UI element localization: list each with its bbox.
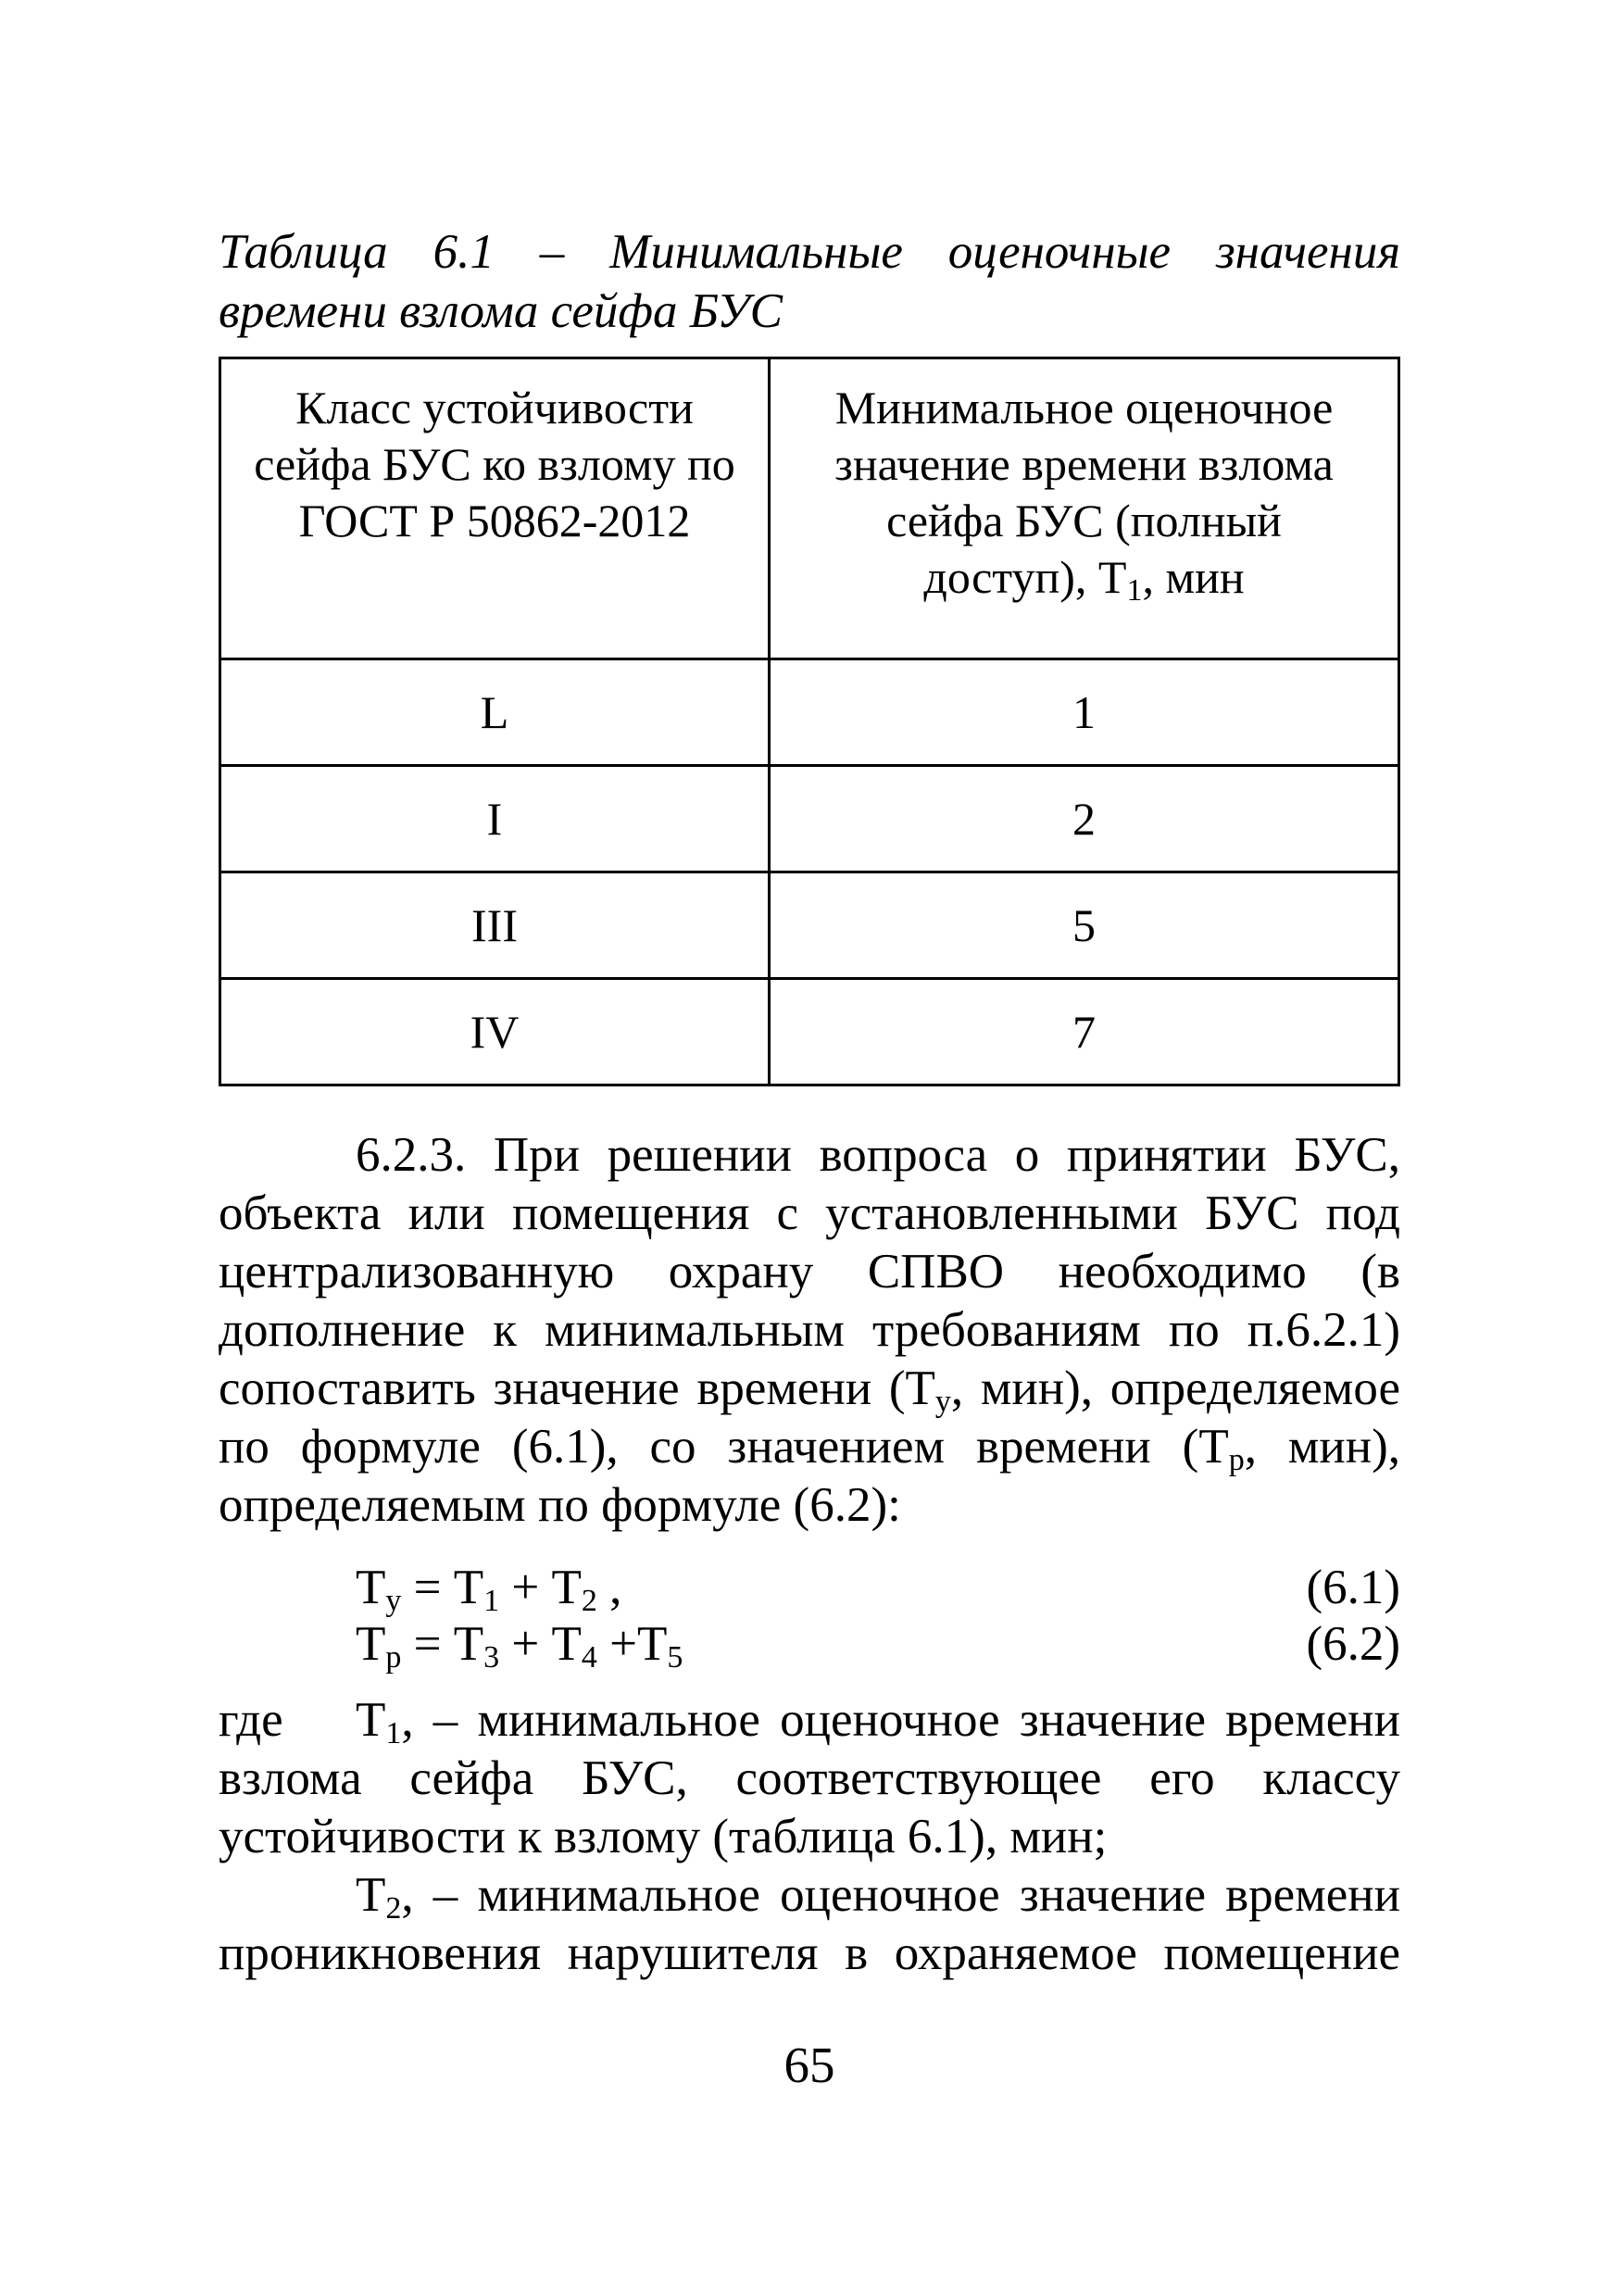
f1-sub-y: у (385, 1584, 402, 1618)
cell-class: III (220, 872, 770, 979)
f1-sub-2: 2 (581, 1584, 597, 1618)
cell-time: 5 (770, 872, 1399, 979)
page-number: 65 (783, 2037, 835, 2093)
table-row (220, 979, 1399, 1085)
header-min-time-b: , мин (1142, 551, 1245, 603)
table-row (220, 659, 1399, 766)
f1-eq: = Т (401, 1561, 484, 1614)
definition-t1 (219, 1691, 1400, 1866)
def-t1-sub: 1 (385, 1716, 402, 1750)
def-t1-text: , – минимальное оценочное значение времени взлома сейфа БУС, соответствующее его классу устойчивости к взлому (таблица 6.1), мин; (219, 1693, 1400, 1863)
formula-6-1-number: (6.1) (1306, 1561, 1400, 1614)
para-sub-y: у (934, 1385, 951, 1419)
f2-sub-p: р (385, 1640, 402, 1675)
para-part-1: 6.2.3. При решении вопроса о принятии БУС, объекта или помещения с установленными БУС под централизованную охрану СПВО необходимо (в дополнение к минимальным требованиям по п.6.2.1) сопоставить значение времени (Т (219, 1128, 1400, 1415)
def-t2-text: , – минимальное оценочное значение времени проникновения нарушителя в охраняемое помещение (219, 1868, 1400, 1980)
cell-time: 7 (770, 979, 1399, 1085)
header-class-text: Класс устойчивости сейфа БУС ко взлому по ГОСТ Р 50862-2012 (254, 382, 735, 546)
table-row (220, 872, 1399, 979)
def-t2-sub: 2 (385, 1891, 402, 1926)
cell-time: 2 (770, 766, 1399, 872)
f1-t: Т (356, 1561, 386, 1614)
f2-eq: = Т (401, 1617, 484, 1671)
formula-6-2-number: (6.2) (1306, 1617, 1400, 1671)
cell-class: IV (220, 979, 770, 1085)
cell-time: 1 (770, 659, 1399, 766)
cell-class: I (220, 766, 770, 872)
f2-sub-3: 3 (483, 1640, 500, 1675)
header-min-time-sub: 1 (1126, 573, 1143, 608)
formula-6-1-expression (356, 1560, 622, 1618)
f2-plus-2: +Т (596, 1617, 668, 1671)
f1-plus: + Т (499, 1561, 582, 1614)
formula-6-2-expression (356, 1616, 683, 1675)
def-t1-t: Т (356, 1693, 386, 1747)
definition-t2 (219, 1866, 1400, 1983)
paragraph-6-2-3 (219, 1126, 1400, 1535)
header-min-time (770, 358, 1399, 659)
definitions (219, 1691, 1400, 1983)
f1-tail: , (596, 1561, 622, 1614)
header-min-time-text (771, 380, 1398, 606)
f1-sub-1: 1 (483, 1584, 500, 1618)
table-row (220, 766, 1399, 872)
where-word: где (219, 1693, 283, 1747)
header-min-time-a: Минимальное оценочное значение времени взлома сейфа БУС (полный доступ), Т (834, 382, 1334, 603)
f2-sub-5: 5 (667, 1640, 683, 1675)
para-part-3: , мин), определяемым по формуле (6.2): (219, 1420, 1400, 1532)
f2-t: Т (356, 1617, 386, 1671)
f2-sub-4: 4 (581, 1640, 597, 1675)
para-part-2: , мин), определяемое по формуле (6.1), со значением времени (Т (219, 1361, 1401, 1474)
para-sub-p: р (1228, 1443, 1245, 1477)
def-t2-t: Т (356, 1868, 386, 1922)
cell-class: L (220, 659, 770, 766)
header-class (220, 358, 770, 659)
table-caption: Таблица 6.1 – Минимальные оценочные значения времени взлома сейфа БУС (219, 225, 1400, 338)
table-header-row (220, 358, 1399, 659)
f2-plus-1: + Т (499, 1617, 582, 1671)
safe-class-table (219, 357, 1400, 1086)
paragraph-text (219, 1126, 1400, 1535)
